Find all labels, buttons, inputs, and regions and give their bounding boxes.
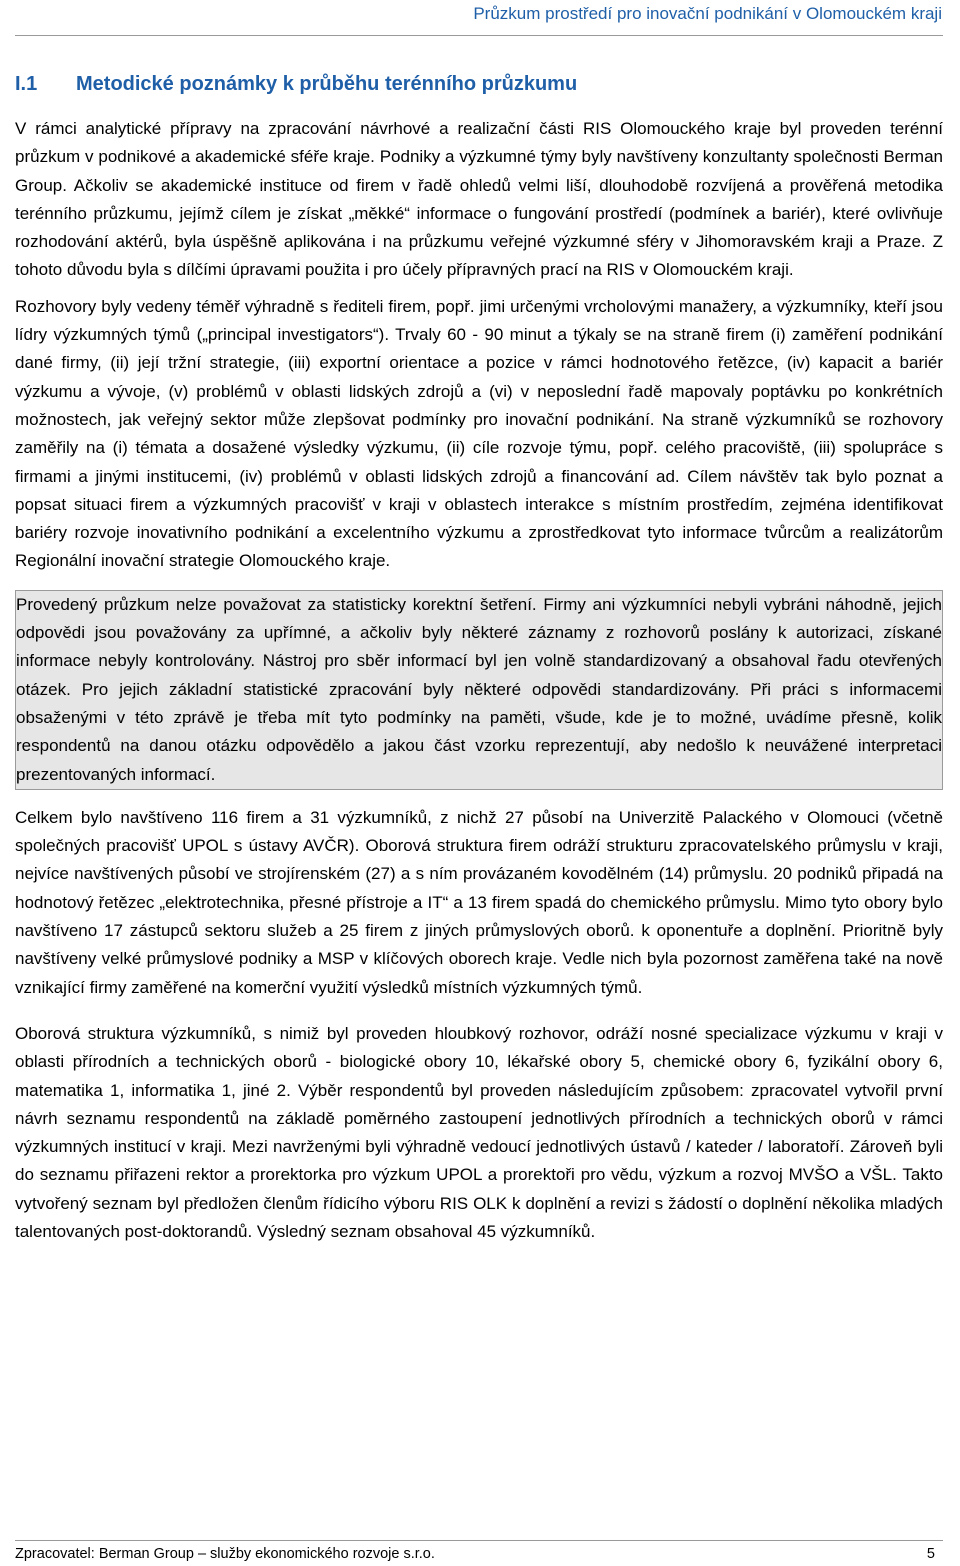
footer-text: Zpracovatel: Berman Group – služby ekonomického rozvoje s.r.o.	[15, 1546, 435, 1562]
paragraph-disclaimer: Provedený průzkum nelze považovat za statisticky korektní šetření. Firmy ani výzkumníci nebyli vybráni náhodně, jejich odpovědi jsou považovány za upřímné, a ačkoliv byly některé záznamy z rozhovorů poslány k autorizaci, získané informace nebyly kontrolovány. Nástroj pro sběr informací byl jen volně standardizovaný a obsahoval řadu otevřených otázek. Pro jejich základní statistické zpracování byly některé odpovědi standardizovány. Při práci s informacemi obsaženými v této zprávě je třeba mít tyto podmínky na paměti, všude, kde je to možné, uvádíme přesně, kolik respondentů na danou otázku odpovědělo a jakou část vzorku reprezentují, aby nedošlo k neuvážené interpretaci prezentovaných informací.	[16, 594, 942, 784]
paragraph-researchers: Oborová struktura výzkumníků, s nimiž byl proveden hloubkový rozhovor, odráží nosné specializace výzkumu v kraji v oblasti přírodních a technických oborů - biologické obory 10, lékařské obory 5, chemické obory 6, fyzikální obory 6, matematika 1, informatika 1, jiné 2. Výběr respondentů byl proveden následujícím způsobem: zpracovatel vytvořil první návrh seznamu respondentů na základě poměrného zastoupení jednotlivých přírodních a technických oborů v rámci výzkumných institucí v kraji. Mezi navrženými byli výhradně vedoucí jednotlivých ústavů / kateder / laboratoří. Zároveň byli do seznamu přiřazeni rektor a prorektorka pro výzkum UPOL a prorektoři pro vědu, výzkum a rozvoj MVŠO a VŠL. Takto vytvořený seznam byl předložen členům řídicího výboru RIS OLK k doplnění a revizi s žádostí o doplnění několika mladých talentovaných post-doktorandů. Výsledný seznam obsahoval 45 výzkumníků.	[15, 1023, 943, 1241]
page-footer	[15, 1546, 935, 1562]
paragraph-intro: V rámci analytické přípravy na zpracování návrhové a realizační části RIS Olomouckého kraje byl proveden terénní průzkum v podnikové a akademické sféře kraje. Podniky a výzkumné týmy byly navštíveny konzultanty společnosti Berman Group. Ačkoliv se akademické instituce od firem v řadě ohledů velmi liší, dlouhodobě rozvíjená a prověřená metodika terénního průzkumu, jejímž cílem je získat „měkké“ informace o fungování prostředí (podmínek a bariér), které ovlivňuje rozhodování aktérů, byla úspěšně aplikována i na průzkumu veřejné výzkumné sféry v Jihomoravském kraji a Praze. Z tohoto důvodu byla s dílčími úpravami použita i pro účely přípravných prací na RIS v Olomouckém kraji.	[15, 119, 943, 280]
page-number: 5	[926, 1546, 935, 1562]
paragraph-interviews: Rozhovory byly vedeny téměř výhradně s řediteli firem, popř. jimi určenými vrcholovými manažery, a výzkumníky, kteří jsou lídry výzkumných týmů („principal investigators“). Trvaly 60 - 90 minut a týkaly se na straně firem (i) zaměření podnikání dané firmy, (ii) její tržní strategie, (iii) exportní orientace a pozice v rámci hodnotového řetězce, (iv) kapacit a bariér výzkumu a vývoje, (v) problémů v oblasti lidských zdrojů a (vi) v neposlední řadě mapovaly poptávku po konkrétních možnostech, jak veřejný sektor může zlepšovat podmínky pro inovační podnikání. Na straně výzkumníků se rozhovory zaměřily na (i) témata a dosažené výsledky výzkumu, (ii) cíle rozvoje týmu, popř. celého pracoviště, (iii) spolupráce s firmami a jinými institucemi, (iv) problémů v oblasti lidských zdrojů a financování ad. Cílem návštěv tak bylo poznat a popsat situaci firem a výzkumných pracovišť v kraji v oblastech interakce s místním prostředím, zejména identifikovat bariéry rozvoje inovativního podnikání a excelentního výzkumu a zprostředkovat tyto informace tvůrcům a realizátorům Regionální inovační strategie Olomouckého kraje.	[15, 296, 943, 571]
header-divider	[15, 35, 943, 36]
document-body	[15, 115, 943, 1246]
paragraph-firms: Celkem bylo navštíveno 116 firem a 31 výzkumníků, z nichž 27 působí na Univerzitě Palackého v Olomouci (včetně společných pracovišť UPOL s ústavy AVČR). Oborová struktura firem odráží strukturu zpracovatelského průmyslu v kraji, nejvíce navštívených působí ve strojírenském (27) a s ním provázaném kovodělném (14) průmyslu. 20 podniků připadá na hodnotový řetězec „elektrotechnika, přesné přístroje a IT“ a 13 firem spadá do chemického průmyslu. Mimo tyto obory bylo navštíveno 17 zástupců sektoru služeb a 25 firem z jiných průmyslových oborů. k oponentuře a doplnění. Prioritně byly navštíveny velké průmyslové podniky a MSP v klíčových oborech kraje. Vedle nich byla pozornost zaměřena také na nově vznikající firmy zaměřené na komerční využití výsledků místních výzkumných týmů.	[15, 807, 943, 997]
section-title: Metodické poznámky k průběhu terénního průzkumu	[76, 73, 578, 95]
footer-divider	[15, 1540, 943, 1541]
running-header: Průzkum prostředí pro inovační podnikání v Olomouckém kraji	[473, 4, 942, 23]
section-heading	[15, 73, 943, 96]
disclaimer-box	[15, 590, 943, 790]
section-number: I.1	[15, 73, 38, 95]
